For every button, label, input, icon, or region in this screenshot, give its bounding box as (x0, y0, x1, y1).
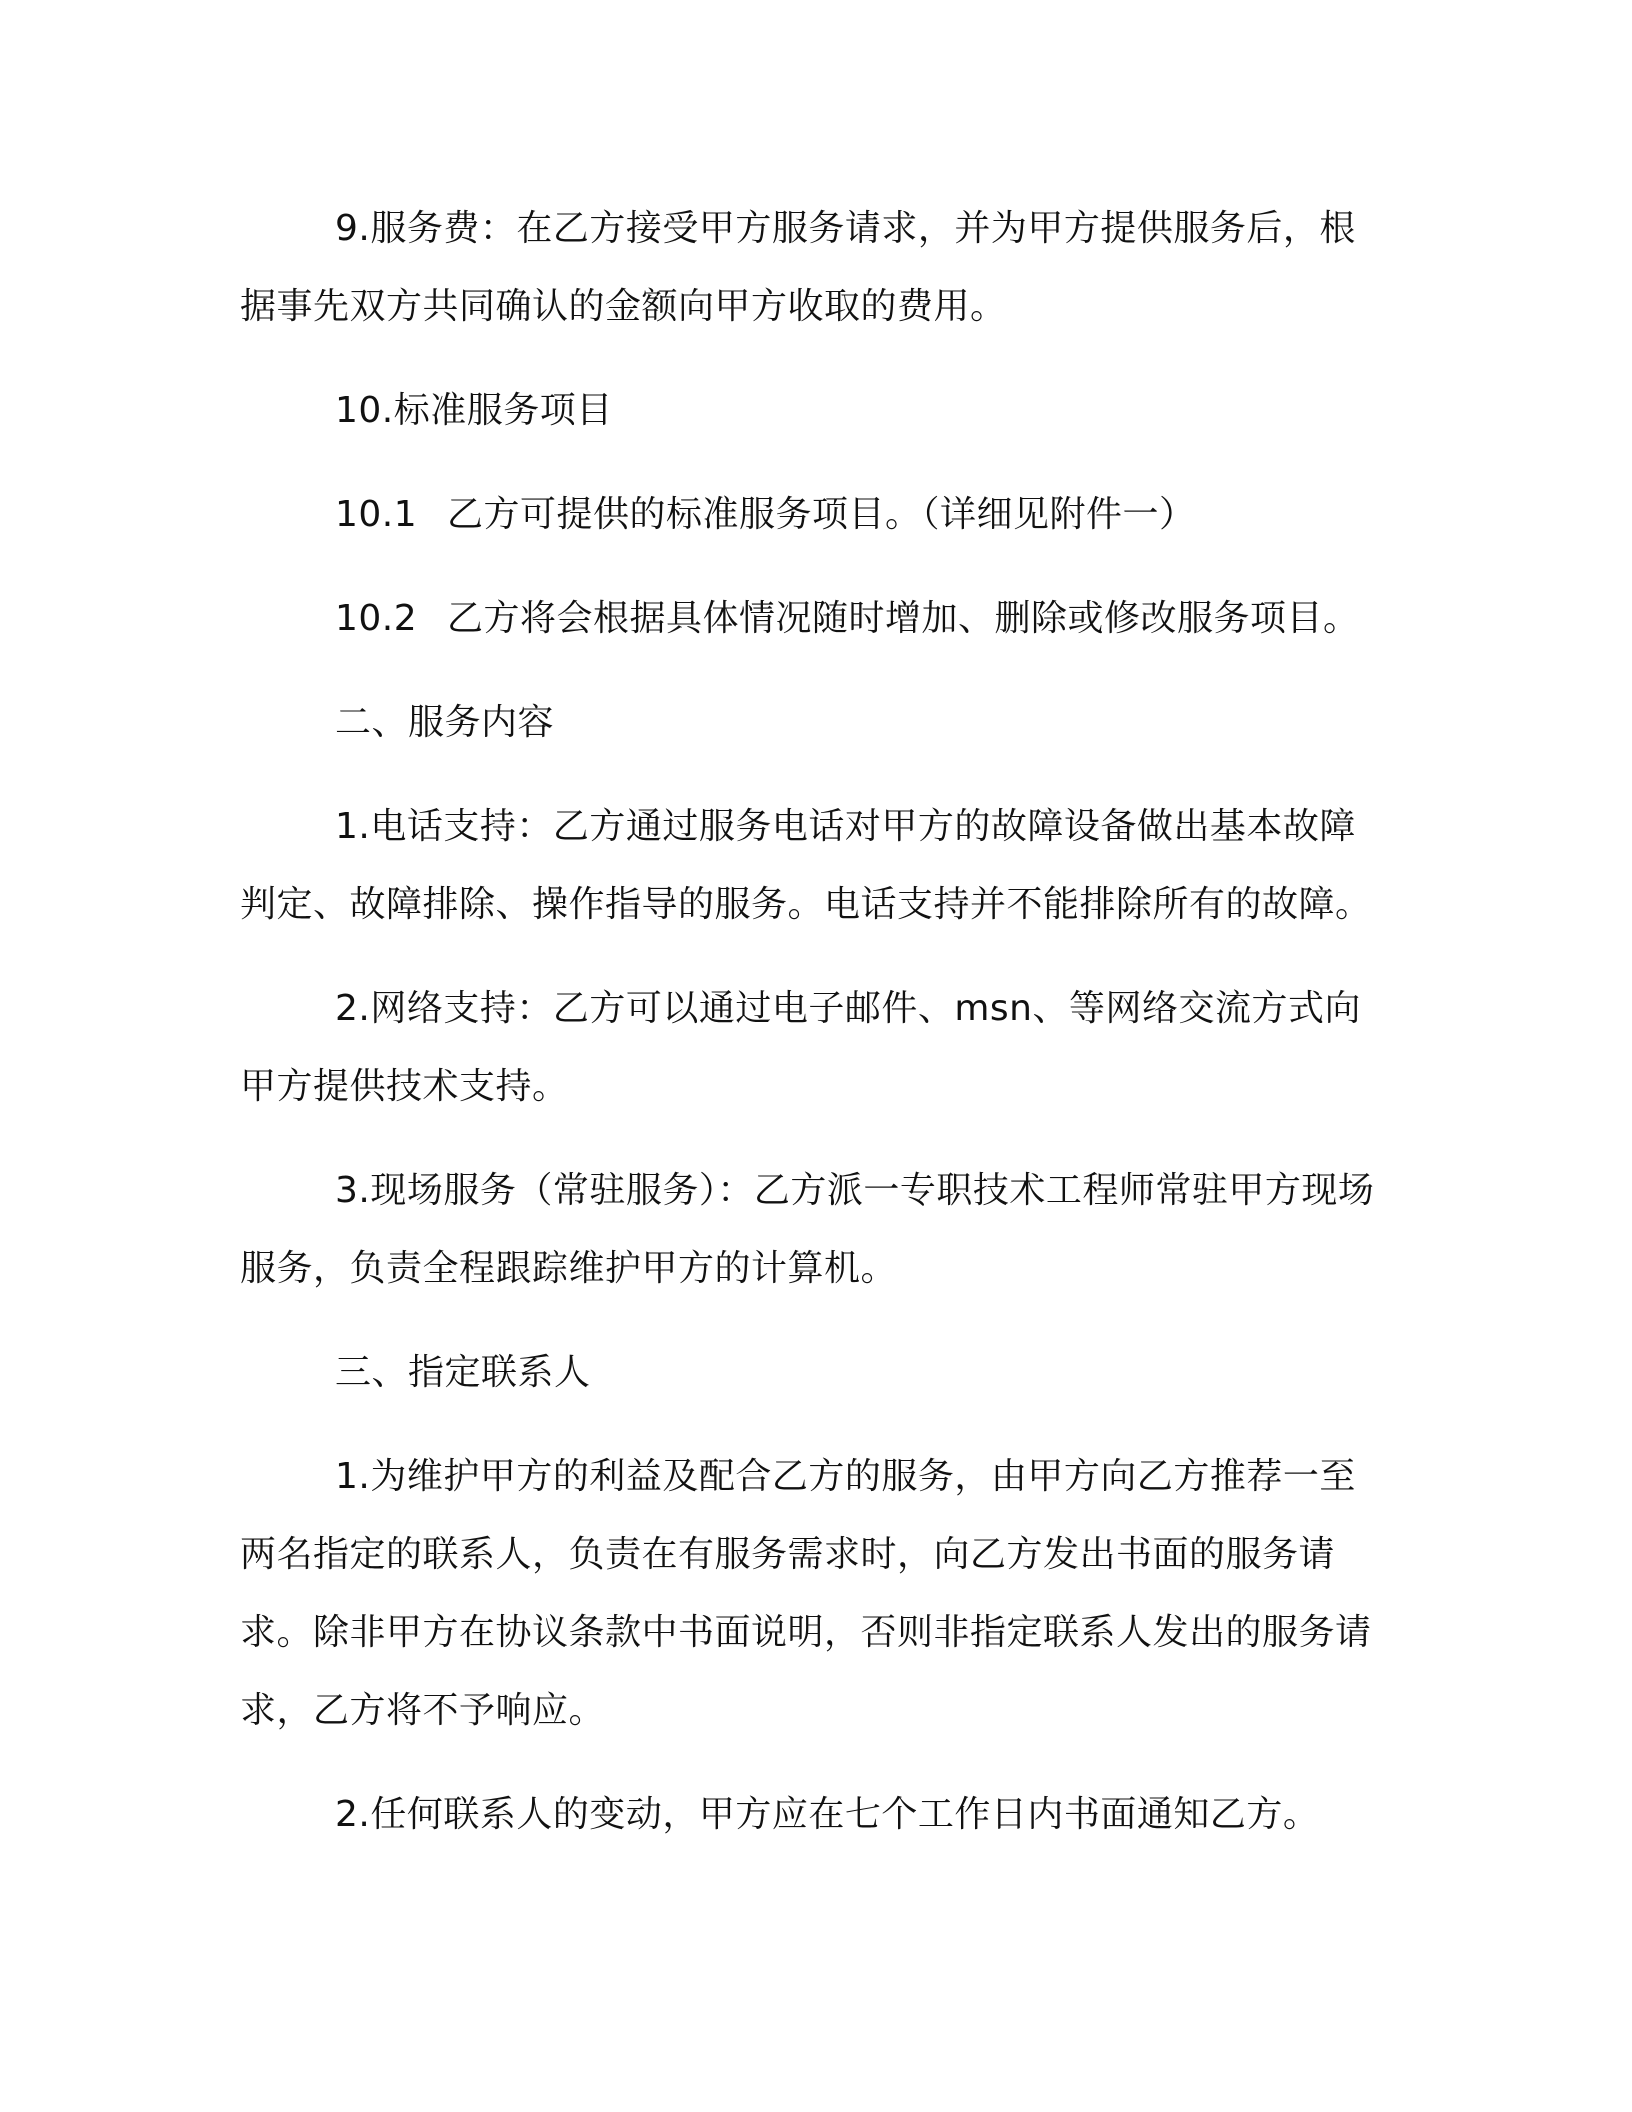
section-2-item-2-network-support: 2.网络支持：乙方可以通过电子邮件、msn、等网络交流方式向甲方提供技术支持。 (240, 988, 1361, 1107)
section-3-item-2-contact-change: 2.任何联系人的变动，甲方应在七个工作日内书面通知乙方。 (335, 1794, 1320, 1835)
section-2-item-3-onsite-service: 3.现场服务（常驻服务）：乙方派一专职技术工程师常驻甲方现场服务，负责全程跟踪维护甲方的计算机。 (240, 1170, 1375, 1289)
section-2-item-1-phone-support: 1.电话支持：乙方通过服务电话对甲方的故障设备做出基本故障判定、故障排除、操作指导的服务。电话支持并不能排除所有的故障。 (240, 806, 1372, 925)
section-3-item-1-contacts: 1.为维护甲方的利益及配合乙方的服务，由甲方向乙方推荐一至两名指定的联系人，负责在有服务需求时，向乙方发出书面的服务请求。除非甲方在协议条款中书面说明，否则非指定联系人发出的服务请求，乙方将不予响应。 (240, 1456, 1372, 1731)
clause-number: 10.2 (335, 598, 418, 639)
section-3-heading: 三、指定联系人 (335, 1352, 591, 1393)
clause-10-2 (240, 580, 1380, 658)
clause-10-standard-items-heading: 10.标准服务项目 (335, 390, 613, 431)
clause-number: 10.1 (335, 494, 418, 535)
document-body (240, 190, 1380, 1880)
clause-10-1 (240, 476, 1380, 554)
clause-text: 乙方可提供的标准服务项目。（详细见附件一） (447, 494, 1196, 535)
section-2-heading: 二、服务内容 (335, 702, 555, 743)
clause-text: 乙方将会根据具体情况随时增加、删除或修改服务项目。 (447, 598, 1360, 639)
clause-9-service-fee: 9.服务费：在乙方接受甲方服务请求，并为甲方提供服务后，根据事先双方共同确认的金额向甲方收取的费用。 (240, 208, 1356, 327)
